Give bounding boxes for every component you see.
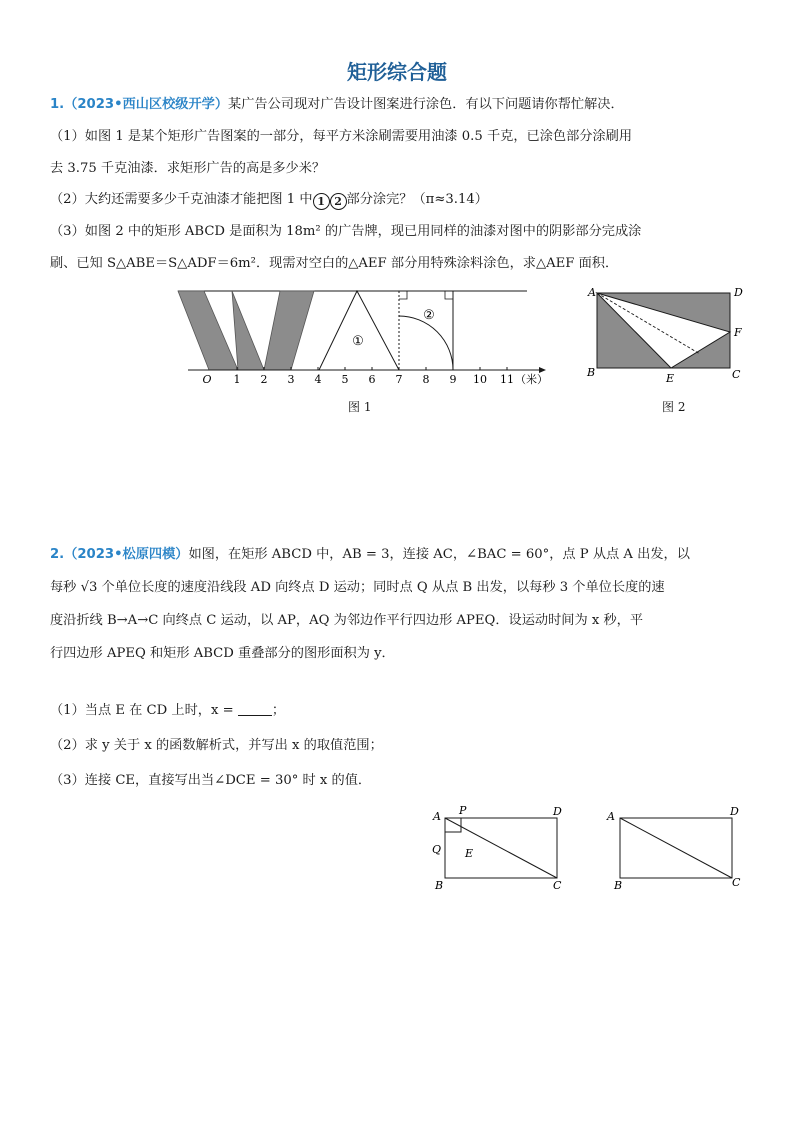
label-A: A: [607, 810, 615, 823]
tick-label-9: 9: [449, 373, 457, 386]
label-E: E: [666, 372, 675, 384]
label-A: A: [433, 810, 441, 823]
label-D: D: [553, 805, 562, 818]
label-B: B: [614, 879, 623, 892]
shaded-band-2: [264, 291, 314, 370]
tick-label-2: 2: [260, 373, 268, 386]
figure-2: [580, 284, 750, 384]
q2-line-1: [50, 546, 690, 564]
tick-label-1: 1: [233, 373, 241, 386]
q1-line-1: [50, 96, 624, 114]
triangle-region-1: [319, 291, 399, 370]
diagonal-ac: [445, 818, 557, 878]
right-angle-mark-2: [445, 291, 453, 299]
q1-line-2: （1）如图 1 是某个矩形广告图案的一部分，每平方米涂刷需要用油漆 0.5 千克，已涂色部分涂刷用: [50, 129, 633, 144]
tick-label-11: 11: [500, 373, 514, 386]
label-B: B: [587, 366, 596, 379]
circled-1: 1: [313, 193, 330, 210]
q1-heading: 1.（2023•西山区校级开学）: [50, 97, 229, 112]
q1-line-6: 刷、已知 S△ABE＝S△ADF＝6m²．现需对空白的△AEF 部分用特殊涂料涂色，求△AEF 面积．: [50, 256, 619, 271]
q2-intro: 如图，在矩形 ABCD 中，AB = 3，连接 AC，∠BAC = 60°，点 P 从点 A 出发，以: [188, 547, 690, 562]
shaded-triangle: [232, 291, 264, 370]
label-F: F: [734, 326, 742, 339]
tick-label-O: O: [202, 373, 212, 386]
right-angle-mark-1: [399, 291, 407, 299]
region-2-label: ②: [423, 308, 435, 323]
circled-2: 2: [330, 193, 347, 210]
q1-part2-a: （2）大约还需要多少千克油漆才能把图 1 中: [50, 192, 313, 207]
tick-label-10: 10: [473, 373, 487, 386]
figure-1-caption: 图 1: [348, 400, 372, 414]
tick-label-6: 6: [368, 373, 376, 386]
q2-part1-end: ；: [271, 703, 286, 718]
quarter-arc: [399, 316, 453, 370]
label-C: C: [732, 368, 741, 381]
tick-label-5: 5: [341, 373, 349, 386]
q2-part-1: [50, 702, 285, 720]
label-C: C: [732, 876, 741, 889]
axis-unit-label: （米）: [515, 373, 548, 386]
label-P: P: [459, 804, 467, 817]
q1-line-5: （3）如图 2 中的矩形 ABCD 是面积为 18m² 的广告牌，现已用同样的油漆对图中的阴影部分完成涂: [50, 224, 642, 239]
q2-part-3: （3）连接 CE，直接写出当∠DCE = 30° 时 x 的值．: [50, 773, 372, 788]
tick-label-8: 8: [422, 373, 430, 386]
q2-heading: 2.（2023•松原四模）: [50, 547, 189, 562]
q2-part1-text: （1）当点 E 在 CD 上时，x =: [50, 703, 234, 718]
label-D: D: [734, 286, 743, 299]
q1-part2-b: 部分涂完？（π≈3.14）: [346, 192, 488, 207]
q1-line-4: [50, 191, 488, 210]
tick-label-7: 7: [395, 373, 403, 386]
q2-line-2: 每秒 √3 个单位长度的速度沿线段 AD 向终点 D 运动；同时点 Q 从点 B 出发，以每秒 3 个单位长度的速: [50, 580, 665, 595]
q2-part-2: （2）求 y 关于 x 的函数解析式，并写出 x 的取值范围；: [50, 738, 383, 753]
figure-q2-left: [425, 802, 575, 894]
q2-line-3: 度沿折线 B→A→C 向终点 C 运动，以 AP，AQ 为邻边作平行四边形 APEQ．设运动时间为 x 秒，平: [50, 613, 644, 628]
shaded-band-1: [178, 291, 238, 370]
label-A: A: [588, 286, 596, 299]
q1-line-3: 去 3.75 千克油漆．求矩形广告的高是多少米？: [50, 161, 326, 176]
figure-2-caption: 图 2: [662, 400, 686, 414]
figure-q2-right: [600, 802, 750, 894]
page-title: 矩形综合题: [347, 60, 447, 84]
label-Q: Q: [432, 843, 442, 856]
tick-label-3: 3: [287, 373, 295, 386]
label-E: E: [465, 847, 474, 860]
diagonal-ac: [620, 818, 732, 878]
label-C: C: [553, 879, 562, 892]
tick-label-4: 4: [314, 373, 322, 386]
q1-intro: 某广告公司现对广告设计图案进行涂色．有以下问题请你帮忙解决．: [228, 97, 624, 112]
answer-blank[interactable]: [238, 703, 272, 716]
label-B: B: [435, 879, 444, 892]
region-1-label: ①: [352, 334, 364, 349]
q2-line-4: 行四边形 APEQ 和矩形 ABCD 重叠部分的图形面积为 y．: [50, 646, 395, 661]
figure-1: [170, 286, 560, 390]
label-D: D: [730, 805, 739, 818]
